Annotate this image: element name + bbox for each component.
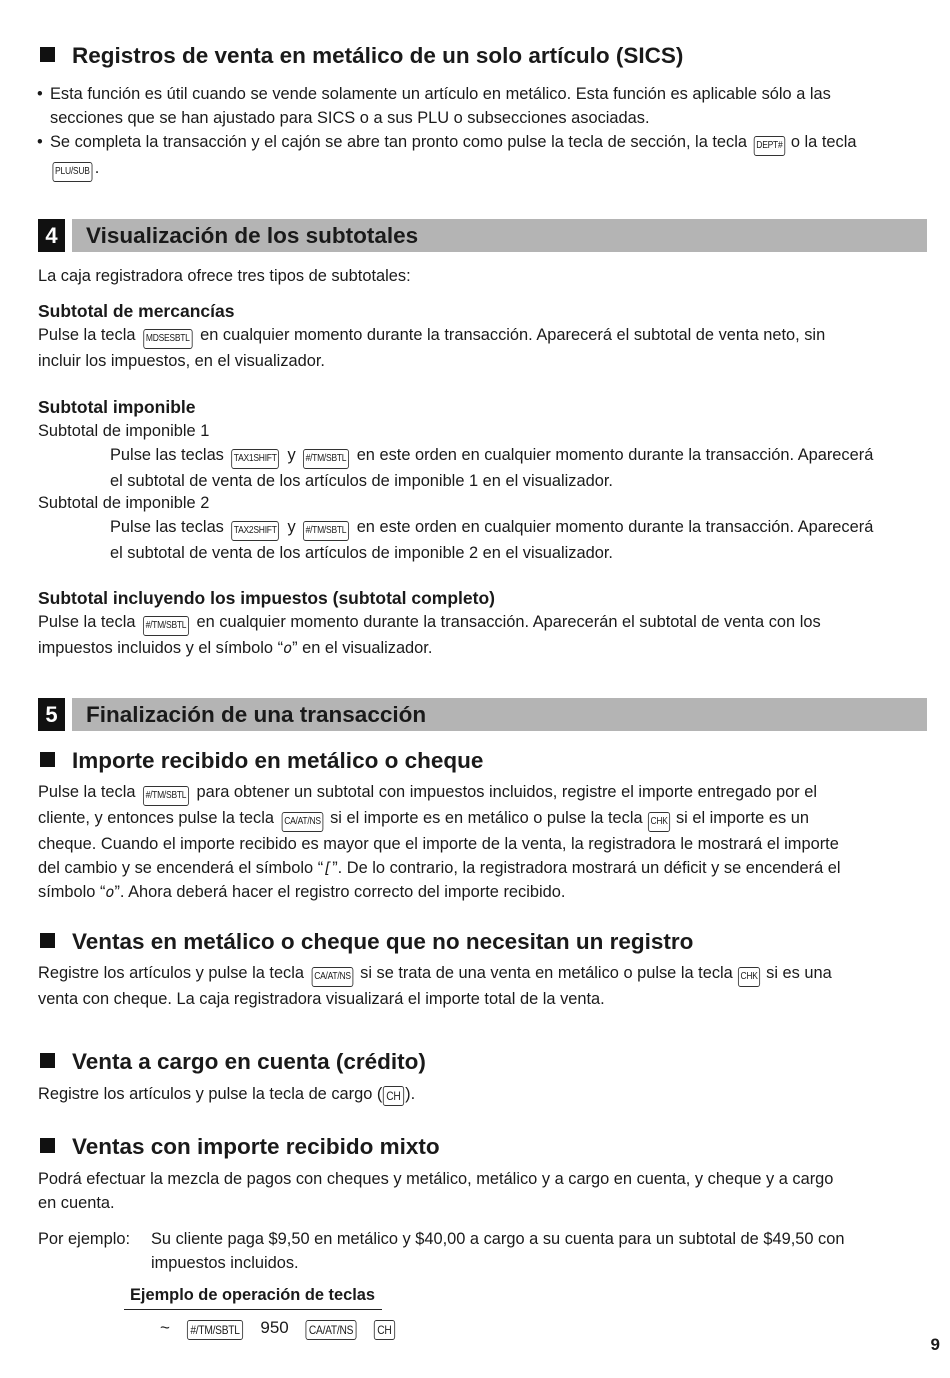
imp2-text: Pulse las teclas TAX2SHIFT y #/TM/SBTL en este orden en cualquier momento durante la transacción. Aparecerá el subtotal de venta de los artículos de imponible 2 en el visualizador. xyxy=(110,518,874,562)
section-4-title: Visualización de los subtotales xyxy=(72,219,927,252)
square-bullet-icon xyxy=(40,47,55,62)
plu-sub-key: PLU/SUB xyxy=(53,162,93,182)
chk-key: CHK xyxy=(738,967,760,987)
ca-at-ns-key: CA/AT/NS xyxy=(281,812,323,832)
chk-key: CHK xyxy=(648,812,670,832)
cash-check-heading: Importe recibido en metálico o cheque xyxy=(40,747,483,775)
tax1shift-key: TAX1SHIFT xyxy=(232,449,280,469)
mdsesbtl-key: MDSESBTL xyxy=(143,329,192,349)
no-record-heading: Ventas en metálico o cheque que no necesitan un registro xyxy=(40,928,693,956)
full-subtotal-text: Pulse la tecla #/TM/SBTL en cualquier momento durante la transacción. Aparecerán el subtotal de venta con los impuestos incluidos y el símbolo “o” en el visualizador. xyxy=(38,613,821,657)
full-subtotal-heading: Subtotal incluyendo los impuestos (subtotal completo) xyxy=(38,588,495,608)
tm-sbtl-key: #/TM/SBTL xyxy=(143,616,189,636)
imp2-label: Subtotal de imponible 2 xyxy=(38,494,210,512)
tm-sbtl-key: #/TM/SBTL xyxy=(143,786,189,806)
credit-heading: Venta a cargo en cuenta (crédito) xyxy=(40,1048,426,1076)
imp1-label: Subtotal de imponible 1 xyxy=(38,422,210,440)
merc-text: Pulse la tecla MDSESBTL en cualquier momento durante la transacción. Aparecerá el subtotal de venta neto, sin incluir los impuestos, en el visualizador. xyxy=(38,326,826,370)
subtotal-symbol-icon: o xyxy=(283,639,293,657)
imp-heading: Subtotal imponible xyxy=(38,397,196,417)
square-bullet-icon xyxy=(40,1138,55,1153)
square-bullet-icon xyxy=(40,752,55,767)
sics-bullet-2: • Se completa la transacción y el cajón se abre tan pronto como pulse la tecla de sección, la tecla DEPT# o la tecla PLU/SUB . xyxy=(50,130,940,182)
imp1-text: Pulse las teclas TAX1SHIFT y #/TM/SBTL en este orden en cualquier momento durante la transacción. Aparecerá el subtotal de venta de los artículos de imponible 1 en el visualizador. xyxy=(110,446,874,490)
tm-sbtl-key: #/TM/SBTL xyxy=(303,521,349,541)
ca-at-ns-key: CA/AT/NS xyxy=(305,1320,356,1340)
ch-key: CH xyxy=(374,1320,395,1340)
tilde-symbol: ~ xyxy=(160,1318,170,1337)
bullet-dot-icon: • xyxy=(37,85,43,103)
tm-sbtl-key: #/TM/SBTL xyxy=(303,449,349,469)
example-key-operation-title: Ejemplo de operación de teclas xyxy=(124,1283,382,1310)
deficit-symbol-icon: o xyxy=(105,883,115,901)
amount-entry: 950 xyxy=(260,1318,289,1337)
example-text: Su cliente paga $9,50 en metálico y $40,00 a cargo a su cuenta para un subtotal de $49,50 con impuestos incluidos. xyxy=(151,1230,845,1272)
ch-key: CH xyxy=(383,1086,404,1106)
bullet-dot-icon: • xyxy=(37,133,43,151)
square-bullet-icon xyxy=(40,933,55,948)
merc-heading: Subtotal de mercancías xyxy=(38,301,235,321)
cash-check-text: Pulse la tecla #/TM/SBTL para obtener un subtotal con impuestos incluidos, registre el importe entregado por el cliente, y entonces pulse la tecla CA/AT/NS si el importe es en metálico o pulse la tecla CHK si el importe es un cheque. Cuando el importe recibido es mayor que el importe de la venta, la registradora le mostrará el importe del cambio y se encenderá el símbolo “[”. De lo contrario, la registradora mostrará un déficit y se encenderá el símbolo “o”. Ahora deberá hacer el registro correcto del importe recibido. xyxy=(38,783,841,901)
example-label: Por ejemplo: xyxy=(38,1230,131,1248)
mixed-text: Podrá efectuar la mezcla de pagos con cheques y metálico, metálico y a cargo en cuenta, y cheque y a cargo en cuenta. xyxy=(38,1170,834,1212)
ca-at-ns-key: CA/AT/NS xyxy=(311,967,353,987)
change-symbol-icon: [ xyxy=(323,859,333,877)
section-5-title: Finalización de una transacción xyxy=(72,698,927,731)
key-operation-sequence xyxy=(160,1316,405,1340)
dept-key: DEPT# xyxy=(753,136,784,156)
no-record-text: Registre los artículos y pulse la tecla CA/AT/NS si se trata de una venta en metálico o pulse la tecla CHK si es una venta con cheque. La caja registradora visualizará el importe total de la venta. xyxy=(38,964,832,1008)
square-bullet-icon xyxy=(40,1053,55,1068)
tax2shift-key: TAX2SHIFT xyxy=(232,521,280,541)
sics-heading: Registros de venta en metálico de un solo artículo (SICS) xyxy=(40,42,683,70)
tm-sbtl-key: #/TM/SBTL xyxy=(187,1320,243,1340)
sec4-intro: La caja registradora ofrece tres tipos de subtotales: xyxy=(38,267,411,285)
credit-text: Registre los artículos y pulse la tecla de cargo ( CH ). xyxy=(38,1082,415,1106)
page-number: 9 xyxy=(930,1335,940,1354)
section-5-number: 5 xyxy=(38,698,65,731)
section-4-number: 4 xyxy=(38,219,65,252)
sics-bullet-1: • Esta función es útil cuando se vende solamente un artículo en metálico. Esta función es aplicable sólo a las secciones que se han ajustado para SICS o a sus PLU o subsecciones asociadas. xyxy=(50,82,940,130)
mixed-heading: Ventas con importe recibido mixto xyxy=(40,1133,440,1161)
